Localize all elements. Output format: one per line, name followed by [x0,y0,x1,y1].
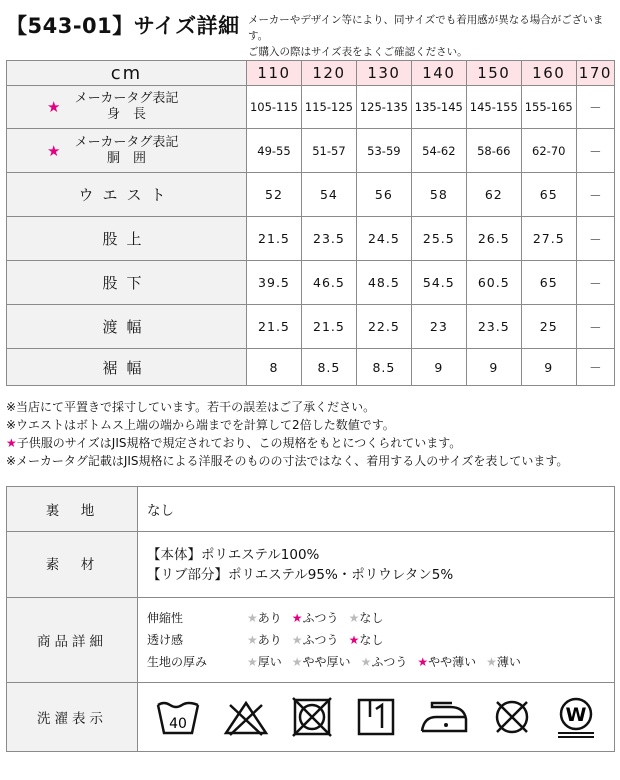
line-dry-icon [354,697,398,737]
table-row [7,173,615,217]
star-icon: ★ [247,633,258,647]
detail-option [292,629,339,651]
row-label-waist-girth [7,129,247,173]
star-icon: ★ [360,655,372,669]
note-line: ※メーカータグ記載はJIS規格による洋服そのものの寸法ではなく、着用する人のサイズを表しています。 [6,454,569,468]
wet-clean-letter: W [565,704,587,726]
detail-option-text: ふつう [302,633,339,647]
detail-option-text: やや厚い [302,655,351,669]
details-value [138,598,615,683]
row-label-thigh: 渡幅 [7,305,247,349]
top-note-line: ご購入の際はサイズ表をよくご確認ください。 [248,46,468,58]
table-cell: 25 [521,305,576,349]
note-text: 子供服のサイズはJIS規格で規定されており、この規格をもとにつくられています。 [16,436,462,450]
spec-row-washing [7,683,615,752]
star-icon: ★ [291,611,303,625]
details-list [147,607,614,673]
star-icon: ★ [291,655,303,669]
size-header: 120 [301,61,356,86]
size-header: 140 [411,61,466,86]
tag-label-line: メーカータグ表記 [74,91,179,106]
table-cell: 65 [521,173,576,217]
table-cell: 23 [411,305,466,349]
row-label-height [7,86,247,129]
detail-option-text: あり [257,633,282,647]
unit-cell: cm [7,61,247,86]
no-tumble-dry-icon [290,697,334,737]
spec-row-details [7,598,615,683]
detail-option-text: 薄い [496,655,521,669]
detail-row [147,607,614,629]
top-note-line: メーカーやデザイン等により、同サイズでも着用感が異なる場合がございます。 [248,14,604,42]
spec-row-material [7,532,615,598]
detail-option [247,607,282,629]
star-icon: ★ [247,655,258,669]
star-icon: ★ [6,436,17,450]
table-cell: 54 [301,173,356,217]
table-cell: － [576,349,614,386]
table-cell: 58-66 [466,129,521,173]
table-cell: 46.5 [301,261,356,305]
star-icon: ★ [47,141,61,160]
table-cell: 155-165 [521,86,576,129]
material-line: 【本体】ポリエステル100% [147,546,320,563]
table-cell: 62-70 [521,129,576,173]
table-cell: 53-59 [356,129,411,173]
table-row [7,349,615,386]
detail-option [349,607,384,629]
star-icon: ★ [486,655,497,669]
table-cell: 23.5 [466,305,521,349]
detail-option [349,629,384,651]
detail-option-text: なし [359,633,384,647]
detail-option [417,651,476,673]
material-line: 【リブ部分】ポリエステル95%・ポリウレタン5% [147,566,454,583]
table-row [7,261,615,305]
table-cell: 23.5 [301,217,356,261]
table-cell: － [576,261,614,305]
material-label: 素 材 [7,532,138,598]
tag-label-line: 身 長 [106,107,146,122]
detail-option [247,651,282,673]
table-cell: 21.5 [247,305,302,349]
table-cell: 25.5 [411,217,466,261]
star-icon: ★ [47,98,61,116]
detail-option-text: 厚い [257,655,282,669]
table-row [7,129,615,173]
table-row [7,305,615,349]
top-note [248,12,620,60]
detail-option [292,651,351,673]
table-row [7,217,615,261]
table-cell: 8.5 [301,349,356,386]
material-value [138,532,615,598]
tag-label-line: 胴 囲 [106,150,146,166]
table-cell: 58 [411,173,466,217]
tag-label-line: メーカータグ表記 [74,134,179,150]
row-label-waist: ウエスト [7,173,247,217]
wash-40-icon [154,697,202,737]
row-label-hem: 裾幅 [7,349,247,386]
size-header: 110 [247,61,302,86]
table-cell: 9 [521,349,576,386]
detail-option [486,651,521,673]
table-cell: 21.5 [301,305,356,349]
star-icon: ★ [348,611,360,625]
table-cell: － [576,129,614,173]
details-label: 商品詳細 [7,598,138,683]
detail-option-text: なし [359,611,384,625]
table-cell: 8.5 [356,349,411,386]
lining-label: 裏 地 [7,487,138,532]
wash-temp: 40 [169,716,187,732]
table-cell: 115-125 [301,86,356,129]
table-cell: 60.5 [466,261,521,305]
table-cell: － [576,86,614,129]
table-cell: 52 [247,173,302,217]
spec-table [6,486,615,752]
table-cell: － [576,217,614,261]
size-header-row [7,61,615,86]
no-bleach-icon [222,697,270,737]
star-icon: ★ [291,633,303,647]
table-cell: 9 [411,349,466,386]
size-notes [6,398,568,470]
table-cell: 8 [247,349,302,386]
table-cell: 56 [356,173,411,217]
detail-option-text: あり [257,611,282,625]
row-label-rise: 股上 [7,217,247,261]
star-icon: ★ [417,655,429,669]
table-cell: 51-57 [301,129,356,173]
detail-option-text: ふつう [371,655,408,669]
table-cell: 145-155 [466,86,521,129]
detail-option-text: ふつう [302,611,339,625]
table-cell: 125-135 [356,86,411,129]
table-cell: 54-62 [411,129,466,173]
detail-option [247,629,282,651]
note-line: ※ウエストはボトムス上端の端から端までを計算して2倍した数値です。 [6,418,395,432]
star-icon: ★ [348,633,360,647]
wet-clean-icon [554,696,598,738]
detail-option [361,651,408,673]
detail-option [292,607,339,629]
detail-row [147,651,614,673]
wash-label: 洗濯表示 [7,683,138,752]
table-cell: 21.5 [247,217,302,261]
table-cell: 105-115 [247,86,302,129]
table-cell: 27.5 [521,217,576,261]
page-title: 【543-01】サイズ詳細 [6,14,240,38]
table-cell: 24.5 [356,217,411,261]
wash-symbols [138,683,615,752]
table-cell: 49-55 [247,129,302,173]
size-header: 150 [466,61,521,86]
note-line: ※当店にて平置きで採寸しています。若干の誤差はご了承ください。 [6,400,376,414]
note-line [6,434,568,452]
no-dry-clean-icon [490,697,534,737]
table-cell: 54.5 [411,261,466,305]
table-cell: 135-145 [411,86,466,129]
table-cell: － [576,305,614,349]
iron-low-icon [418,697,470,737]
size-header: 160 [521,61,576,86]
spec-row-lining [7,487,615,532]
detail-name: 伸縮性 [147,611,184,625]
table-cell: 22.5 [356,305,411,349]
table-cell: 9 [466,349,521,386]
detail-name: 透け感 [147,633,184,647]
size-header: 170 [576,61,614,86]
size-header: 130 [356,61,411,86]
row-label-inseam: 股下 [7,261,247,305]
table-row [7,86,615,129]
size-table [6,60,615,386]
table-cell: － [576,173,614,217]
table-cell: 48.5 [356,261,411,305]
table-cell: 62 [466,173,521,217]
detail-name: 生地の厚み [147,655,208,669]
table-cell: 65 [521,261,576,305]
table-cell: 39.5 [247,261,302,305]
detail-row [147,629,614,651]
lining-value: なし [138,487,615,532]
table-cell: 26.5 [466,217,521,261]
detail-option-text: やや薄い [428,655,477,669]
star-icon: ★ [247,611,258,625]
